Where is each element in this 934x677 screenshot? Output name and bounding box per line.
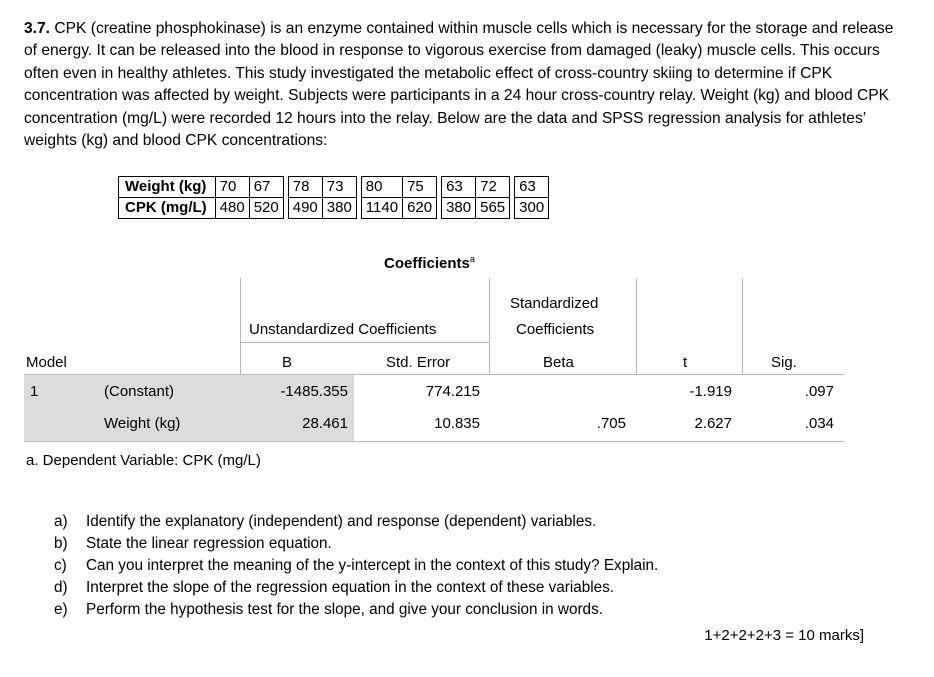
weight-label: Weight (kg) xyxy=(119,177,216,198)
question-text: Interpret the slope of the regression equation in the context of these variables. xyxy=(86,579,615,596)
col-model: Model xyxy=(26,354,67,371)
cpk-cell: 300 xyxy=(515,198,549,219)
problem-text: CPK (creatine phosphokinase) is an enzyme contained within muscle cells which is necessary for the storage and release of energy. It can be released into the blood in response to vigorous exercise from damaged (leaky) muscle cells. This occurs often even in healthy athletes. This study investigated the metabolic effect of cross-country skiing to determine if CPK concentration was affected by weight. Subjects were participants in a 24 hour cross-country relay. Weight (kg) and blood CPK concentration (mg/L) were recorded 12 hours into the relay. Below are the data and SPSS regression analysis for athletes’ weights (kg) and blood CPK concentrations: xyxy=(24,20,894,150)
col-beta: Beta xyxy=(543,354,574,371)
question-label: a) xyxy=(54,513,68,530)
question-item xyxy=(54,555,658,577)
question-item xyxy=(54,599,658,621)
header-divider xyxy=(240,278,241,374)
std-header-2: Coefficients xyxy=(516,321,595,338)
header-divider xyxy=(636,278,637,374)
header-rule xyxy=(240,342,489,343)
col-std-error: Std. Error xyxy=(386,354,451,371)
weight-cell: 70 xyxy=(215,177,249,198)
weight-cell: 67 xyxy=(249,177,283,198)
question-label: c) xyxy=(54,557,67,574)
coefficients-table xyxy=(24,278,844,442)
weight-cell: 78 xyxy=(288,177,322,198)
cpk-label: CPK (mg/L) xyxy=(119,198,216,219)
question-text: Identify the explanatory (independent) and response (dependent) variables. xyxy=(86,513,597,530)
question-label: b) xyxy=(54,535,68,552)
beta-value: .705 xyxy=(596,415,626,432)
problem-number: 3.7. xyxy=(24,20,51,37)
row-name: (Constant) xyxy=(104,383,175,400)
cpk-cell: 380 xyxy=(442,198,476,219)
footnote: a. Dependent Variable: CPK (mg/L) xyxy=(26,452,261,469)
question-item xyxy=(54,511,658,533)
cpk-cell: 380 xyxy=(322,198,356,219)
t-value: -1.919 xyxy=(689,383,732,400)
question-list xyxy=(54,511,658,621)
question-label: e) xyxy=(54,601,68,618)
model-number: 1 xyxy=(30,383,39,400)
cpk-cell: 490 xyxy=(288,198,322,219)
coefficients-title xyxy=(384,254,475,272)
sig-value: .034 xyxy=(804,415,834,432)
weight-row xyxy=(119,177,549,198)
cpk-cell: 1140 xyxy=(361,198,402,219)
col-b: B xyxy=(282,354,293,371)
b-value: 28.461 xyxy=(302,415,348,432)
problem-statement xyxy=(24,18,904,152)
t-value: 2.627 xyxy=(694,415,732,432)
question-text: Can you interpret the meaning of the y-intercept in the context of this study? Explain. xyxy=(86,557,659,574)
std-header-1: Standardized xyxy=(510,295,599,312)
col-t: t xyxy=(683,354,688,371)
header-divider xyxy=(489,278,490,374)
row-name: Weight (kg) xyxy=(104,415,181,432)
header-divider xyxy=(742,278,743,374)
question-item xyxy=(54,577,658,599)
cpk-cell: 620 xyxy=(403,198,437,219)
se-value: 10.835 xyxy=(434,415,480,432)
cpk-cell: 565 xyxy=(476,198,510,219)
table-bottom-rule xyxy=(24,441,844,442)
question-item xyxy=(54,533,658,555)
data-table xyxy=(118,176,549,219)
header-bottom-rule xyxy=(24,374,844,375)
coefficients-title-text: Coefficients xyxy=(384,255,470,272)
col-sig: Sig. xyxy=(771,354,797,371)
question-text: Perform the hypothesis test for the slope, and give your conclusion in words. xyxy=(86,601,603,618)
weight-cell: 73 xyxy=(322,177,356,198)
question-label: d) xyxy=(54,579,68,596)
se-value: 774.215 xyxy=(425,383,480,400)
weight-cell: 72 xyxy=(476,177,510,198)
sig-value: .097 xyxy=(804,383,834,400)
cpk-row xyxy=(119,198,549,219)
unstd-header: Unstandardized Coefficients xyxy=(249,321,437,338)
weight-cell: 63 xyxy=(442,177,476,198)
coefficients-title-sup: a xyxy=(469,254,475,264)
marks-total: 1+2+2+2+3 = 10 marks] xyxy=(704,627,864,644)
weight-cell: 63 xyxy=(515,177,549,198)
question-text: State the linear regression equation. xyxy=(86,535,332,552)
weight-cell: 80 xyxy=(361,177,402,198)
weight-cell: 75 xyxy=(403,177,437,198)
b-value: -1485.355 xyxy=(280,383,348,400)
cpk-cell: 480 xyxy=(215,198,249,219)
cpk-cell: 520 xyxy=(249,198,283,219)
